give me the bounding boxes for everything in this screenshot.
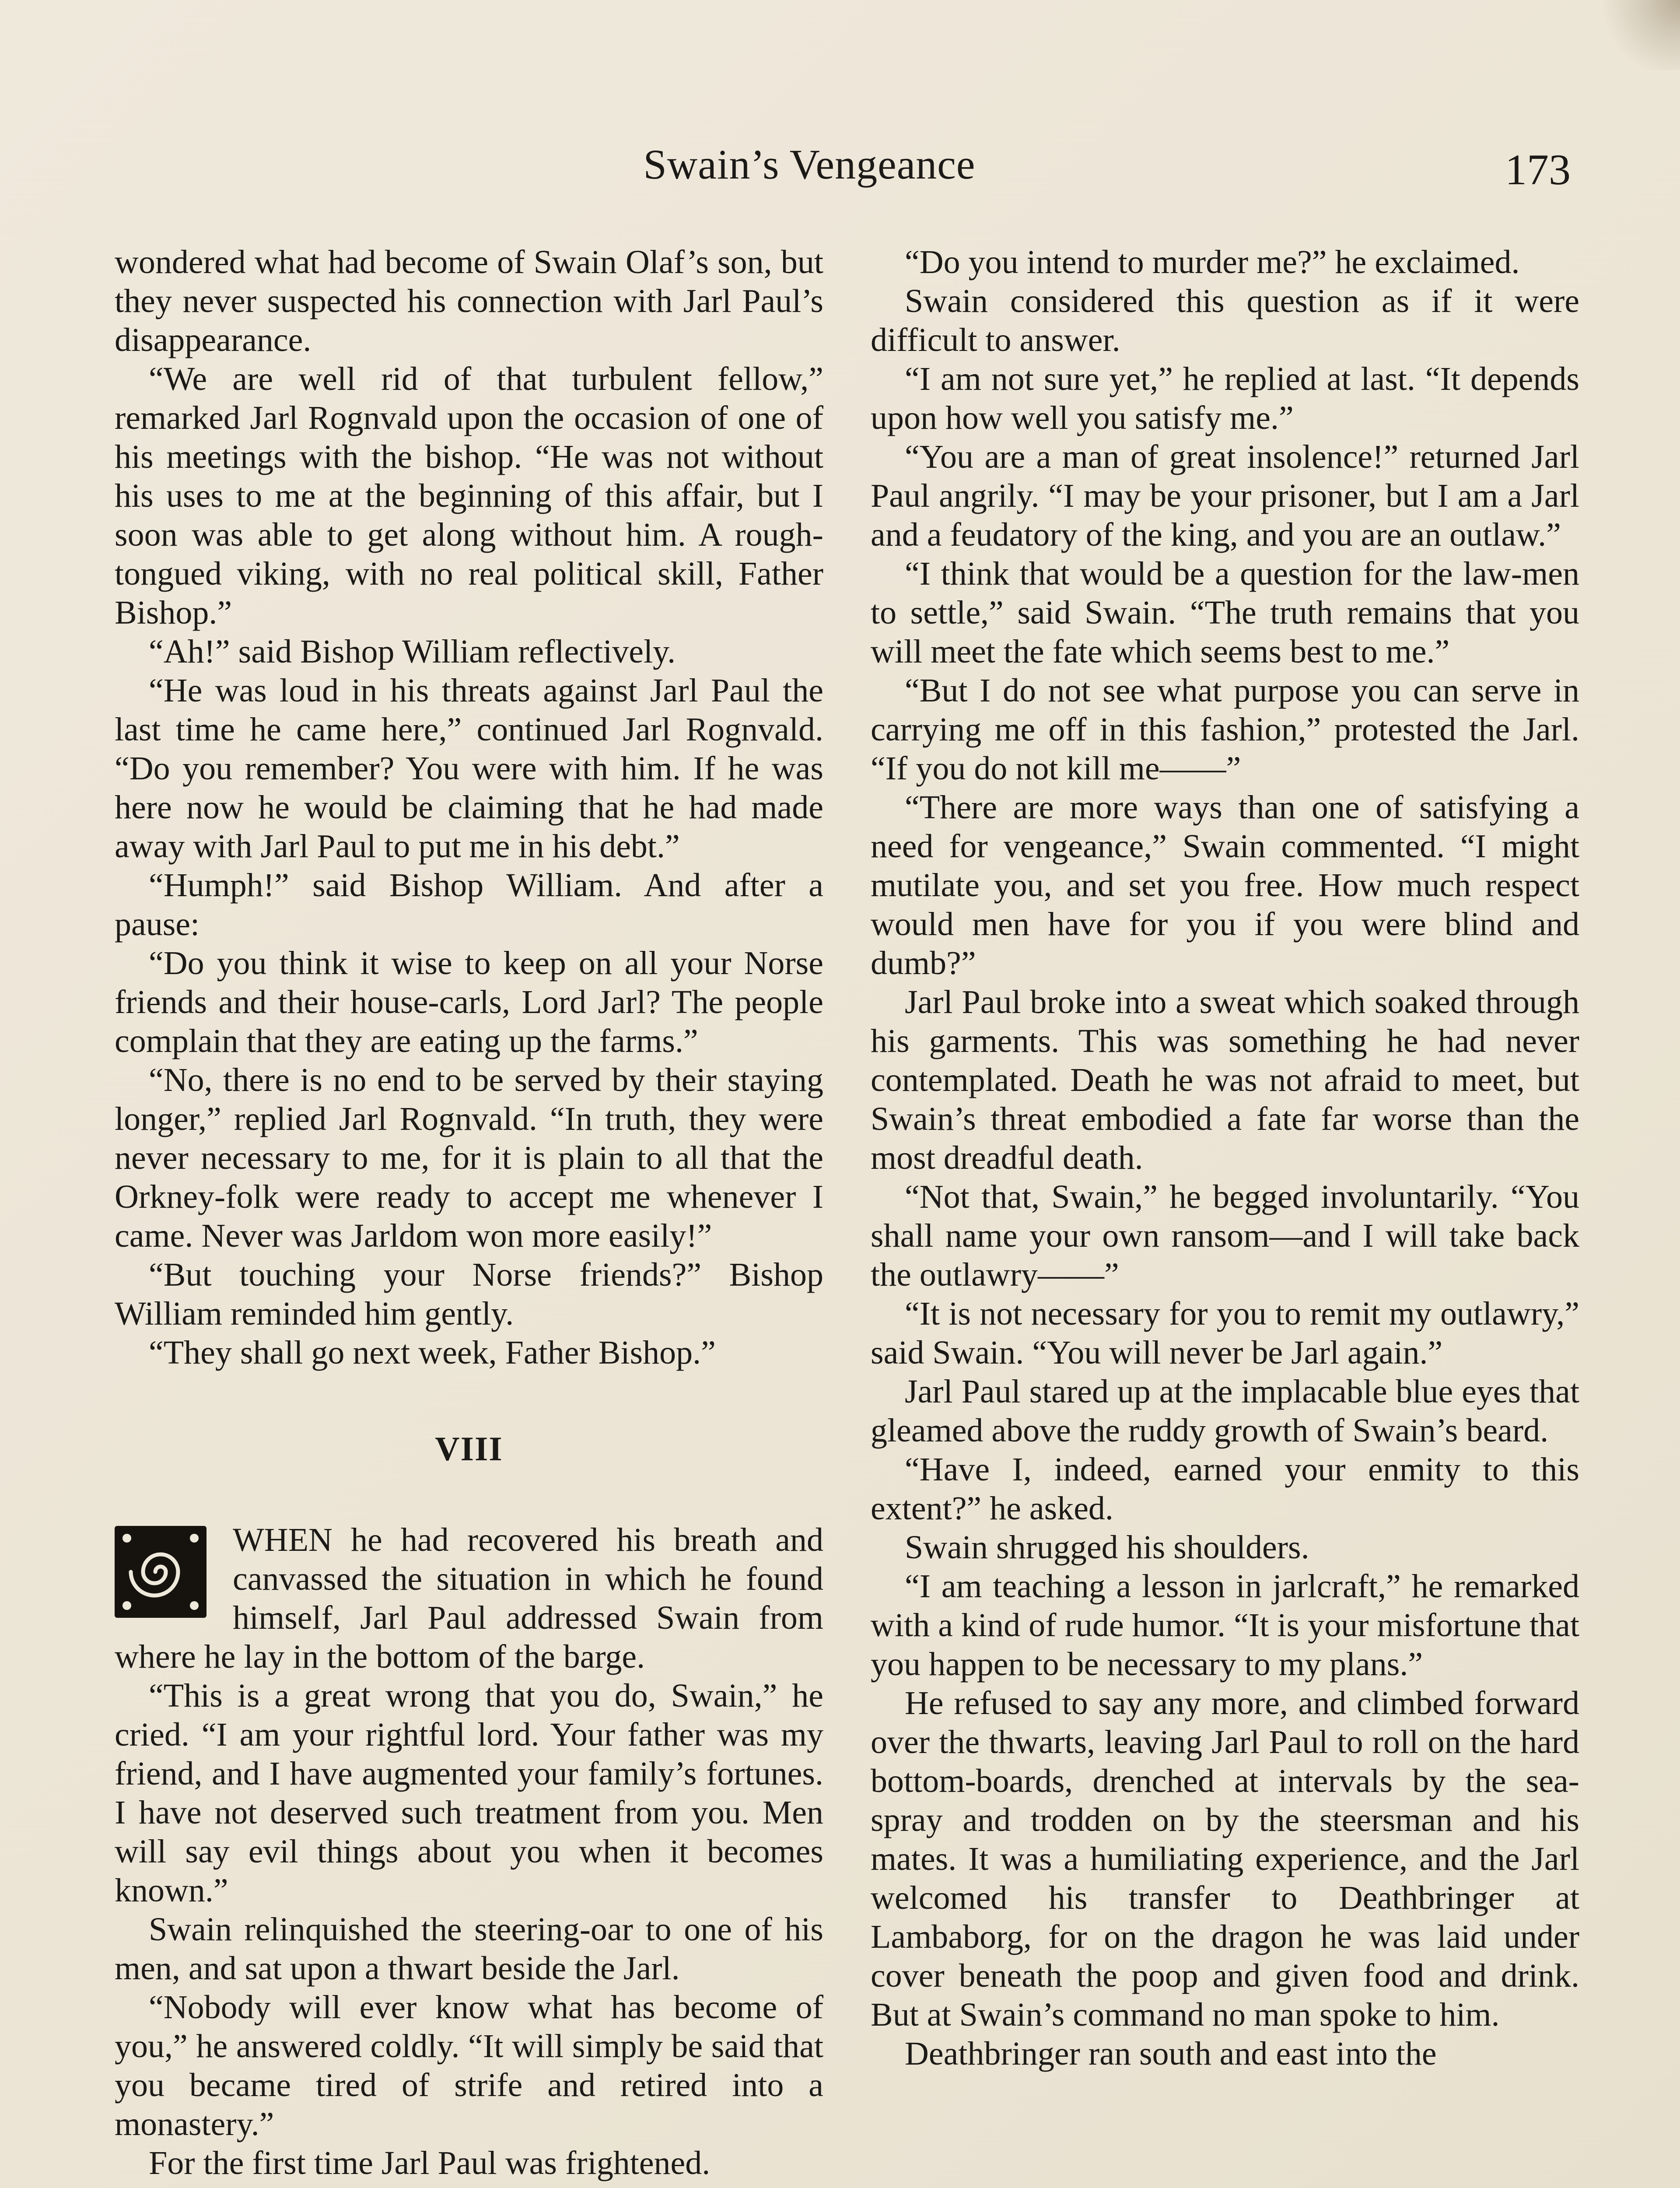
section-body bbox=[115, 1521, 823, 2183]
paragraph: “Ah!” said Bishop William reflectively. bbox=[149, 633, 676, 670]
paragraph: Deathbringer ran south and east into the bbox=[905, 2035, 1437, 2072]
ornament-icon bbox=[115, 1526, 206, 1618]
page-number: 173 bbox=[1505, 145, 1571, 194]
running-title: Swain’s Vengeance bbox=[643, 141, 976, 188]
paragraph: wondered what had become of Swain Olaf’s son, but they never suspected his connection with Jarl Paul’s disappearance. bbox=[115, 244, 823, 358]
paragraph: “But I do not see what purpose you can serve in carrying me off in this fashion,” protested the Jarl. “If you do not kill me——” bbox=[871, 672, 1579, 787]
paragraph: “This is a great wrong that you do, Swain,” he cried. “I am your rightful lord. Your father was my friend, and I have augmented your family’s fortunes. I have not deserved such treatment from you. Men will say evil things about you when it becomes known.” bbox=[115, 1677, 823, 1909]
paragraph: Swain considered this question as if it were difficult to answer. bbox=[871, 283, 1579, 358]
paragraph: Swain relinquished the steering-oar to one of his men, and sat upon a thwart beside the Jarl. bbox=[115, 1911, 823, 1987]
paragraph: “Do you think it wise to keep on all your Norse friends and their house-carls, Lord Jarl? The people complain that they are eating up the farms.” bbox=[115, 945, 823, 1059]
paragraph: “I am not sure yet,” he replied at last. “It depends upon how well you satisfy me.” bbox=[871, 361, 1579, 436]
paragraph: “But touching your Norse friends?” Bishop William reminded him gently. bbox=[115, 1256, 823, 1332]
paragraph: Jarl Paul stared up at the implacable blue eyes that gleamed above the ruddy growth of Swain’s beard. bbox=[871, 1373, 1579, 1449]
paragraph: WHEN he had recovered his breath and canvassed the situation in which he found himself, Jarl Paul addressed Swain from where he lay in the bottom of the barge. bbox=[115, 1522, 823, 1675]
paragraph: For the first time Jarl Paul was frightened. bbox=[149, 2145, 710, 2181]
paragraph: “Do you intend to murder me?” he exclaimed. bbox=[905, 244, 1520, 281]
paragraph: Jarl Paul broke into a sweat which soaked through his garments. This was something he had never contemplated. Death he was not afraid to meet, but Swain’s threat embodied a fate far worse than the most dreadful death. bbox=[871, 984, 1579, 1176]
paragraph: “We are well rid of that turbulent fellow,” remarked Jarl Rognvald upon the occasion of one of his meetings with the bishop. “He was not without his uses to me at the beginning of this affair, but I soon was able to get along without him. A rough-tongued viking, with no real political skill, Father Bishop.” bbox=[115, 361, 823, 631]
paragraph: “No, there is no end to be served by their staying longer,” replied Jarl Rognvald. “In truth, they were never necessary to me, for it is plain to all that the Orkney-folk were ready to accept me whenever I came. Never was Jarldom won more easily!” bbox=[115, 1062, 823, 1254]
paragraph: “It is not necessary for you to remit my outlawry,” said Swain. “You will never be Jarl again.” bbox=[871, 1295, 1579, 1371]
paragraph: “Not that, Swain,” he begged involuntarily. “You shall name your own ransom—and I will take back the outlawry——” bbox=[871, 1178, 1579, 1293]
paragraph: “He was loud in his threats against Jarl Paul the last time he came here,” continued Jarl Rognvald. “Do you remember? You were with him. If he was here now he would be claiming that he had made away with Jarl Paul to put me in his debt.” bbox=[115, 672, 823, 865]
paragraph: “There are more ways than one of satisfying a need for vengeance,” Swain commented. “I might mutilate you, and set you free. How much respect would men have for you if you were blind and dumb?” bbox=[871, 789, 1579, 982]
paragraph: “I am teaching a lesson in jarlcraft,” he remarked with a kind of rude humor. “It is your misfortune that you happen to be necessary to my plans.” bbox=[871, 1568, 1579, 1683]
paragraph: “Humph!” said Bishop William. And after a pause: bbox=[115, 867, 823, 943]
paragraph: Swain shrugged his shoulders. bbox=[905, 1529, 1309, 1566]
page-corner-wear bbox=[1601, 0, 1680, 70]
paragraph: “I think that would be a question for the law-men to settle,” said Swain. “The truth remains that you will meet the fate which seems best to me.” bbox=[871, 555, 1579, 670]
section-heading: VIII bbox=[435, 1430, 503, 1468]
right-column bbox=[871, 243, 1579, 2188]
paragraph: “You are a man of great insolence!” returned Jarl Paul angrily. “I may be your prisoner, but I am a Jarl and a feudatory of the king, and you are an outlaw.” bbox=[871, 438, 1579, 553]
paragraph: He refused to say any more, and climbed forward over the thwarts, leaving Jarl Paul to roll on the hard bottom-boards, drenched at intervals by the sea-spray and trodden on by the steersman and his mates. It was a humiliating experience, and the Jarl welcomed his transfer to Deathbringer at Lambaborg, for on the dragon he was laid under cover beneath the poop and given food and drink. But at Swain’s command no man spoke to him. bbox=[871, 1685, 1579, 2033]
paragraph: “Nobody will ever know what has become of you,” he answered coldly. “It will simply be said that you became tired of strife and retired into a monastery.” bbox=[115, 1989, 823, 2142]
paragraph: “They shall go next week, Father Bishop.” bbox=[149, 1334, 716, 1371]
left-column bbox=[115, 243, 823, 2188]
paragraph: “Have I, indeed, earned your enmity to this extent?” he asked. bbox=[871, 1451, 1579, 1527]
